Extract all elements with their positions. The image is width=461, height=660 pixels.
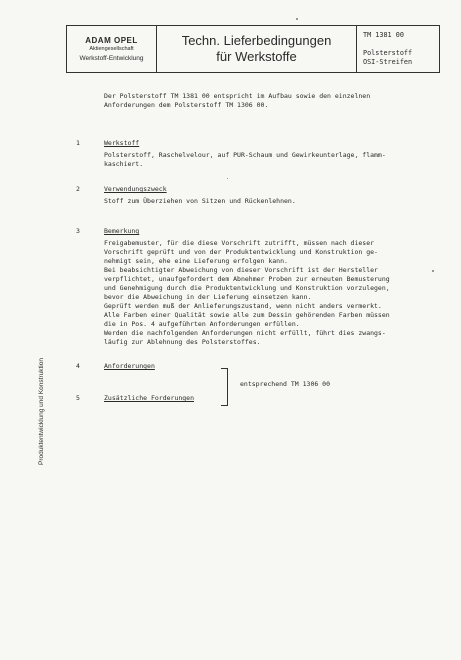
header-table [66, 25, 440, 73]
reference-block [357, 26, 439, 72]
section-number: 3 [76, 227, 80, 235]
section-body [104, 139, 434, 169]
bracket-note: entsprechend TM 1306 00 [240, 380, 331, 388]
company-name: ADAM OPEL [85, 36, 138, 45]
section-body [104, 227, 434, 347]
intro-line: Anforderungen dem Polsterstoff TM 1306 00. [104, 101, 269, 109]
section-heading: Werkstoff [104, 139, 140, 147]
side-department-label: Produktentwicklung und Konstruktion [38, 358, 45, 465]
text-line: Polsterstoff, Raschelvelour, auf PUR-Schaum und Gewirkeunterlage, flamm- [104, 151, 386, 159]
section-heading: Anforderungen [104, 362, 155, 370]
scan-speck [432, 270, 434, 272]
reference-subject-1: Polsterstoff [363, 49, 413, 57]
section-body [104, 185, 434, 206]
intro-paragraph [104, 92, 434, 110]
text-line: Werden die nachfolgenden Anforderungen nicht erfüllt, führt dies zwangs- [104, 329, 386, 337]
text-line: bevor die Abweichung in der Lieferung einsetzen kann. [104, 293, 312, 301]
text-line: kaschiert. [104, 160, 144, 168]
title-line-1: Techn. Lieferbedingungen [181, 33, 332, 48]
scan-speck [296, 18, 298, 20]
text-line: die in Pos. 4 aufgeführten Anforderungen erfüllen. [104, 320, 300, 328]
intro-line: Der Polsterstoff TM 1381 00 entspricht im Aufbau sowie den einzelnen [104, 92, 371, 100]
section-heading: Bemerkung [104, 227, 140, 235]
reference-subject-2: OSI-Streifen [363, 58, 413, 66]
section-text [104, 197, 434, 206]
section-body [104, 362, 434, 371]
title-line-2: für Werkstoffe [216, 49, 297, 64]
text-line: läufig zur Ablehnung des Polsterstoffes. [104, 338, 261, 346]
grouping-bracket [221, 368, 228, 406]
document-title [157, 26, 357, 72]
text-line: verpflichtet, unaufgefordert dem Abnehmer Proben zur erneuten Bemusterung [104, 275, 390, 283]
section-text [104, 151, 434, 169]
text-line: Stoff zum Überziehen von Sitzen und Rückenlehnen. [104, 197, 296, 205]
section-body [104, 394, 434, 403]
text-line: Bei beabsichtigter Abweichung von dieser Vorschrift ist der Hersteller [104, 266, 378, 274]
section-text [104, 239, 434, 347]
section-heading: Zusätzliche Forderungen [104, 394, 195, 402]
text-line: nehmigt sein, ehe eine Lieferung erfolgen kann. [104, 257, 288, 265]
company-block [67, 26, 157, 72]
section-number: 5 [76, 394, 80, 402]
reference-number: TM 1381 00 [363, 31, 404, 39]
text-line: Freigabemuster, für die diese Vorschrift zutrifft, müssen nach dieser [104, 239, 375, 247]
text-line: Geprüft werden muß der Anlieferungszustand, wenn nicht anders vermerkt. [104, 302, 382, 310]
text-line: und Genehmigung durch die Produktentwicklung und Konstruktion vorzulegen, [104, 284, 390, 292]
section-heading: Verwendungszweck [104, 185, 167, 193]
section-number: 4 [76, 362, 80, 370]
section-number: 2 [76, 185, 80, 193]
text-line: Alle Farben einer Qualität sowie alle zum Dessin gehörenden Farben müssen [104, 311, 390, 319]
section-number: 1 [76, 139, 80, 147]
scan-speck [227, 178, 228, 179]
company-subtitle: Aktiengesellschaft [89, 46, 134, 52]
text-line: Vorschrift geprüft und von der Produktentwicklung und Konstruktion ge- [104, 248, 378, 256]
company-department: Werkstoff-Entwicklung [79, 55, 144, 62]
